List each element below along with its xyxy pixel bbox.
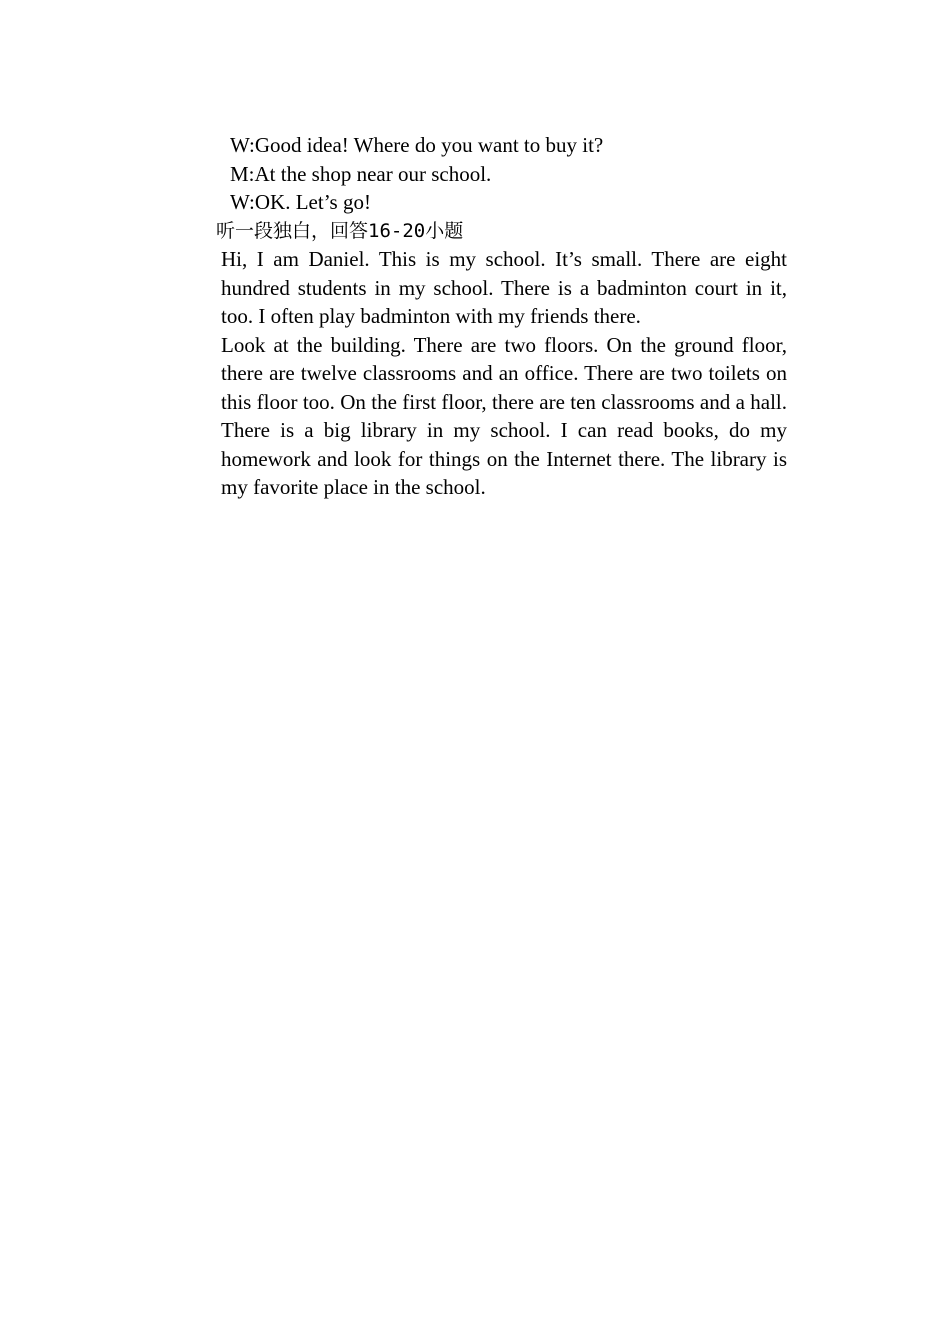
monologue-heading: 听一段独白，回答16-20小题 xyxy=(216,219,464,242)
dialogue-line-w2: W:OK. Let’s go! xyxy=(230,190,371,214)
monologue-paragraph-2: Look at the building. There are two floors. On the ground floor, there are twelve classrooms and an office. There are two toilets on this floor too. On the first floor, there are ten classrooms and a hall. There is a big library in my school. I can read books, do my homework and look for things on the Internet there. The library is my favorite place in the school. xyxy=(221,332,787,499)
dialogue-line-w1: W:Good idea! Where do you want to buy it? xyxy=(230,133,604,157)
dialogue-line-m1: M:At the shop near our school. xyxy=(230,161,492,186)
monologue-paragraph-1: Hi, I am Daniel. This is my school. It’s small. There are eight hundred students in my school. There is a badminton court in it, too. I often play badminton with my friends there. xyxy=(221,247,787,328)
transcript-content xyxy=(216,131,787,502)
